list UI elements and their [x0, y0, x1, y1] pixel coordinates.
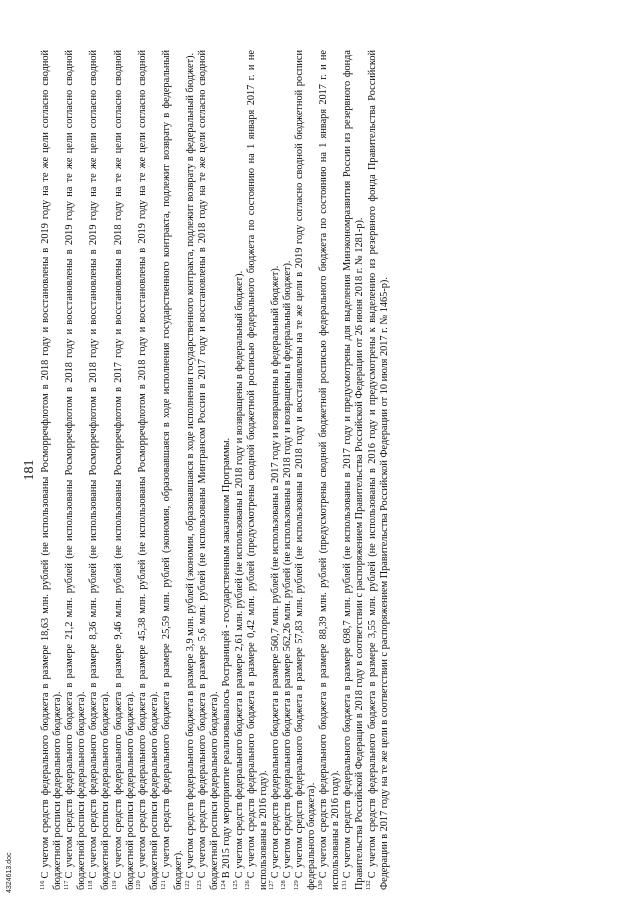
footnote-text: С учетом средств федерального бюджета в размере 57,83 млн. рублей (не использованы в 2018 году и восстановлены на те же цели в 2019 году согласно сводной бюджетной росписи федерального бюджета). [293, 50, 318, 890]
footnote-number: 128 [280, 880, 288, 890]
footnote-number: 126 [244, 880, 252, 890]
footnote [367, 50, 391, 890]
footnote-text: С учетом средств федерального бюджета в размере 3,55 млн. рублей (не использованы в 2016 году и предусмотрены к выделению из резервного фонда Правительства Российской Федерации в 2017 году на те же цели в соответствии с распоряжением Правительства Российской Федерации от 10 июля 2017 г. № 1465-р). [366, 50, 390, 890]
footnote [161, 50, 185, 890]
footnote [282, 50, 294, 890]
footnote [40, 50, 64, 890]
footnote [113, 50, 137, 890]
footnote-number: 130 [316, 880, 324, 890]
footnote [234, 50, 246, 890]
footnote-text: С учетом средств федерального бюджета в размере 562,26 млн. рублей (не использованы в 2018 году и возвращены в федеральный бюджет). [281, 260, 293, 879]
footnote-number: 123 [195, 880, 203, 890]
file-code: 4324613.doc [6, 852, 13, 893]
footnote-text: С учетом средств федерального бюджета в размере 45,38 млн. рублей (не использованы Росморречфлотом в 2018 году и восстановлены в 2019 году на те же цели согласно сводной бюджетной росписи федерального бюджета). [136, 50, 160, 890]
footnote-number: 125 [232, 880, 240, 890]
footnote [294, 50, 318, 890]
footnote-text: С учетом средств федерального бюджета в размере 3,9 млн. рублей (экономия, образовавшаяся в ходе исполнения государственного контракта, подлежит возврату в федеральный бюджет). [185, 52, 197, 879]
footnote [64, 50, 88, 890]
footnote-text: С учетом средств федерального бюджета в размере 560,7 млн. рублей (не использованы в 2017 году и возвращены в федеральный бюджет). [269, 265, 281, 879]
footnote-number: 116 [38, 880, 46, 890]
footnote-text: С учетом средств федерального бюджета в размере 8,36 млн. рублей (не использованы Росморречфлотом в 2018 году и восстановлены в 2019 году на те же цели согласно сводной бюджетной росписи федерального бюджета). [88, 50, 112, 890]
footnote-text: С учетом средств федерального бюджета в размере 0,42 млн. рублей (предусмотрены сводной бюджетной росписью федерального бюджета по состоянию на 1 января 2017 г. и не использованы в 2016 году). [245, 50, 269, 890]
footnote-text: В 2015 году мероприятие реализовывалось Росграницей - государственным заказчиком Программы. [221, 437, 233, 879]
page-number: 181 [22, 459, 37, 481]
footnote-text: С учетом средств федерального бюджета в размере 21,2 млн. рублей (не использованы Росморречфлотом в 2018 году и восстановлены в 2019 году на те же цели согласно сводной бюджетной росписи федерального бюджета). [64, 50, 88, 890]
footnote-text: С учетом средств федерального бюджета в размере 698,7 млн. рублей (не использованы в 2017 году и предусмотрены для выделения Минэкономразвития России из резервного фонда Правительства Российской Федерации в 2018 году в соответствии с распоряжением Правительства Российской Федерации от 26 июня 2018 г. № 1281-р). [342, 50, 366, 890]
footnote [318, 50, 342, 890]
footnote-text: С учетом средств федерального бюджета в размере 88,39 млн. рублей (предусмотрены сводной бюджетной росписью федерального бюджета по состоянию на 1 января 2017 г. и не использованы в 2016 году). [318, 50, 342, 890]
rotated-page-content [22, 50, 600, 890]
footnote-number: 122 [183, 880, 191, 890]
footnote-number: 132 [365, 880, 373, 890]
footnote-number: 117 [62, 880, 70, 890]
footnote-text: С учетом средств федерального бюджета в размере 2,61 млн. рублей (не использованы в 2018 году и возвращены в федеральный бюджет). [233, 270, 245, 879]
footnote-number: 131 [340, 880, 348, 890]
footnote-number: 129 [292, 880, 300, 890]
footnotes-list [40, 50, 391, 890]
footnote [342, 50, 366, 890]
footnote [270, 50, 282, 890]
footnote-text: С учетом средств федерального бюджета в размере 9,46 млн. рублей (не использованы Росморречфлотом в 2017 году и восстановлены в 2018 году на те же цели согласно сводной бюджетной росписи федерального бюджета). [112, 50, 136, 890]
footnote-number: 127 [268, 880, 276, 890]
footnote [246, 50, 270, 890]
footnote [197, 50, 221, 890]
footnote-text: С учетом средств федерального бюджета в размере 25,59 млн. рублей (экономия, образовавшаяся в ходе исполнения государственного контракта, подлежит возврату в федеральный бюджет). [160, 50, 185, 890]
footnote [221, 50, 233, 890]
footnote [88, 50, 112, 890]
footnote-text: С учетом средств федерального бюджета в размере 18,63 млн. рублей (не использованы Росморречфлотом в 2018 году и восстановлены в 2019 году на те же цели согласно сводной бюджетной росписи федерального бюджета). [40, 50, 64, 890]
footnote-number: 121 [159, 880, 167, 890]
footnote-number: 120 [135, 880, 143, 890]
footnote-number: 124 [219, 880, 227, 890]
footnote [137, 50, 161, 890]
footnote-number: 118 [86, 880, 94, 890]
footnote-text: С учетом средств федерального бюджета в размере 5,6 млн. рублей (не использованы Минтрансом России в 2017 году и восстановлены в 2018 году на те же цели согласно сводной бюджетной росписи федерального бюджета). [197, 50, 221, 890]
footnote-number: 119 [111, 880, 119, 890]
footnote [185, 50, 197, 890]
